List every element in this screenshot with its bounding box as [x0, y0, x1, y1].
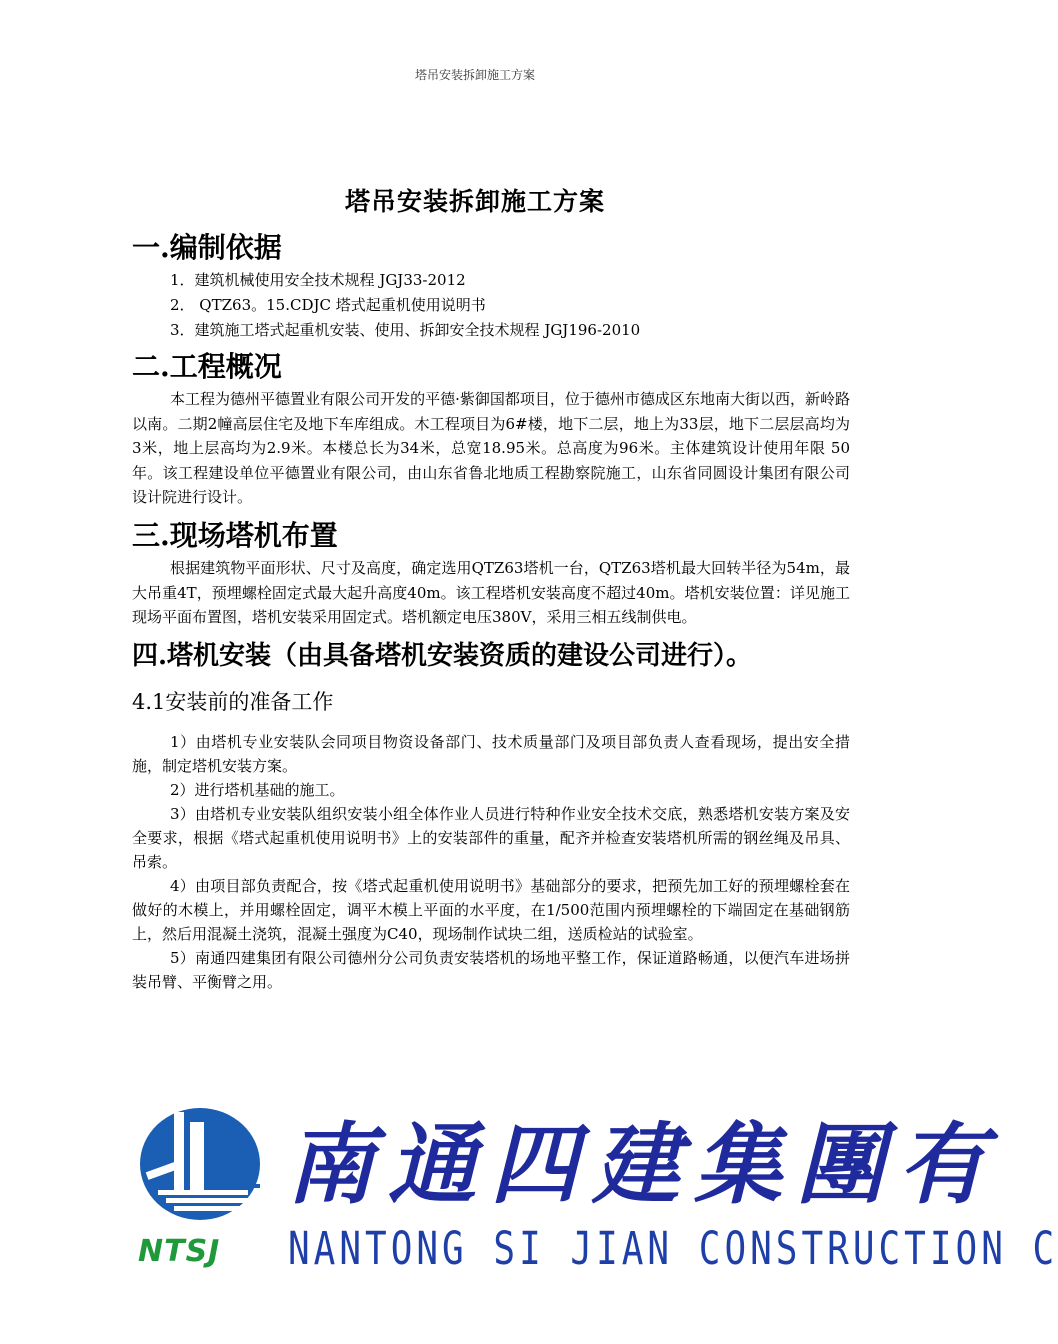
company-name-chinese: 南通四建集團有: [286, 1112, 1001, 1216]
basis-item: 1．建筑机械使用安全技术规程 JGJ33-2012: [170, 271, 466, 289]
layout-paragraph: 根据建筑物平面形状、尺寸及高度，确定选用QTZ63塔机一台，QTZ63塔机最大回转半径为54m，最大吊重4T，预埋螺栓固定式最大起升高度40m。该工程塔机安装高度不超过40m。塔机安装位置：详见施工现场平面布置图，塔机安装采用固定式。塔机额定电压380V，采用三相五线制供电。: [132, 558, 850, 627]
basis-item: 3．建筑施工塔式起重机安装、使用、拆卸安全技术规程 JGJ196-2010: [170, 321, 641, 339]
section-heading-overview: 二.工程概况: [132, 350, 282, 383]
basis-item: 2． QTZ63。15.CDJC 塔式起重机使用说明书: [170, 296, 486, 314]
subsection-heading-preparation: 4.1安装前的准备工作: [132, 689, 334, 714]
preparation-item: 3）由塔机专业安装队组织安装小组全体作业人员进行特种作业安全技术交底，熟悉塔机安装方案及安全要求，根据《塔式起重机使用说明书》上的安装部件的重量，配齐并检查安装塔机所需的钢丝绳及吊具、吊索。: [132, 804, 850, 871]
preparation-item: 4）由项目部负责配合，按《塔式起重机使用说明书》基础部分的要求，把预先加工好的预埋螺栓套在做好的木模上，并用螺栓固定，调平木模上平面的水平度，在1/500范围内预埋螺栓的下端固定在基础钢筋上，然后用混凝土浇筑，混凝土强度为C40，现场制作试块二组，送质检站的试验室。: [132, 876, 850, 943]
company-logo-banner: [136, 1106, 1058, 1276]
running-header: 塔吊安装拆卸施工方案: [414, 68, 535, 82]
company-name-english: NANTONG SI JIAN CONSTRUCTION C: [288, 1224, 1058, 1276]
section-heading-basis: 一.编制依据: [132, 231, 282, 264]
preparation-item: 2）进行塔机基础的施工。: [170, 780, 345, 799]
section-heading-installation: 四.塔机安装（由具备塔机安装资质的建设公司进行）。: [132, 640, 753, 671]
preparation-item: 5）南通四建集团有限公司德州分公司负责安装塔机的场地平整工作，保证道路畅通，以便汽车进场拼装吊臂、平衡臂之用。: [132, 948, 850, 991]
ntsj-logo-text: NTSJ: [138, 1234, 221, 1269]
document-body: [132, 228, 850, 994]
company-emblem-icon: [138, 1106, 266, 1226]
preparation-item: 1）由塔机专业安装队会同项目物资设备部门、技术质量部门及项目部负责人查看现场，提出安全措施，制定塔机安装方案。: [132, 732, 850, 775]
document-title: 塔吊安装拆卸施工方案: [344, 187, 605, 216]
overview-paragraph: 本工程为德州平德置业有限公司开发的平德·紫御国都项目，位于德州市德成区东地南大街以西，新岭路以南。二期2幢高层住宅及地下车库组成。木工程项目为6#楼，地下二层，地上为33层，地下二层层高均为3米，地上层高均为2.9米。本楼总长为34米，总宽18.95米。总高度为96米。主体建筑设计使用年限 50年。该工程建设单位平德置业有限公司，由山东省鲁北地质工程勘察院施工，山东省同圆设计集团有限公司设计院进行设计。: [132, 390, 850, 507]
section-heading-layout: 三.现场塔机布置: [132, 518, 338, 552]
